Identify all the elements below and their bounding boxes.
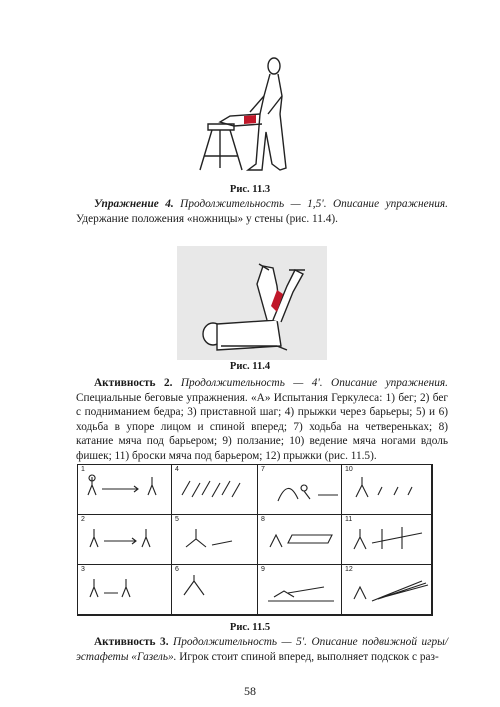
grid-cell-sketch — [258, 515, 342, 565]
activity-2-paragraph — [76, 376, 448, 464]
exercise-4-text: Удержание положения «ножницы» у стены (рис. 11.4). — [76, 212, 338, 225]
grid-cell — [78, 465, 172, 515]
grid-cell-sketch — [78, 515, 172, 565]
grid-cell-number: 4 — [175, 466, 179, 473]
grid-cell-sketch — [172, 515, 258, 565]
grid-cell-number: 12 — [345, 566, 353, 573]
grid-cell — [258, 465, 342, 515]
grid-cell — [342, 515, 432, 565]
activity-3-duration: Продолжительность — 5'. Описание подвижной игры/эстафеты «Газель». — [76, 636, 448, 663]
grid-cell-sketch — [342, 465, 432, 515]
activity-2-text: Специальные беговые упражнения. «А» Испытания Геркулеса: 1) бег; 2) бег с подниманием бедра; 3) приставной шаг; 4) прыжки через барьеры; 5) и 6) ходьба в упоре лицом и спиной вперед; 7) ходьба на четвереньках; 8) катание мяча под барьером; 9) ползание; 10) ведение мяча ногами вдоль фишек; 11) броски мяча под барьером; 12) прыжки (рис. 11.5). — [76, 391, 448, 462]
grid-cell-sketch — [172, 565, 258, 615]
grid-cell-number: 9 — [261, 566, 265, 573]
grid-cell-sketch — [258, 465, 342, 515]
activity-3-paragraph — [76, 635, 448, 664]
grid-cell — [258, 565, 342, 615]
grid-cell-sketch — [342, 565, 432, 615]
grid-cell-sketch — [342, 515, 432, 565]
grid-cell — [78, 515, 172, 565]
figure-caption: Рис. 11.4 — [229, 361, 271, 372]
grid-cell-number: 3 — [81, 566, 85, 573]
grid-cell — [78, 565, 172, 615]
figure-caption: Рис. 11.5 — [229, 622, 271, 633]
grid-cell — [342, 465, 432, 515]
grid-cell-number: 1 — [81, 466, 85, 473]
exercise-4-lead: Упражнение 4. — [94, 198, 174, 210]
exercise-4-duration: Продолжительность — 1,5'. Описание упражнения. — [173, 198, 448, 210]
grid-cell-number: 7 — [261, 466, 265, 473]
figure-11-4-illustration — [177, 246, 327, 360]
grid-cell — [342, 565, 432, 615]
activity-3-lead: Активность 3. — [94, 636, 169, 648]
figure-11-3-illustration — [190, 52, 320, 177]
grid-cell — [172, 565, 258, 615]
grid-cell-number: 5 — [175, 516, 179, 523]
activity-3-text: Игрок стоит спиной вперед, выполняет подскок с раз- — [176, 650, 439, 663]
page-number: 58 — [244, 684, 256, 698]
figure-11-5-grid — [77, 464, 433, 616]
grid-cell — [258, 515, 342, 565]
grid-cell-number: 10 — [345, 466, 353, 473]
grid-cell-sketch — [258, 565, 342, 615]
activity-2-duration: Продолжительность — 4'. Описание упражнения. — [172, 377, 448, 389]
grid-cell-number: 11 — [345, 516, 353, 523]
grid-cell-number: 2 — [81, 516, 85, 523]
grid-cell — [172, 515, 258, 565]
grid-cell-number: 6 — [175, 566, 179, 573]
exercise-4-paragraph — [76, 197, 448, 226]
grid-cell — [172, 465, 258, 515]
grid-cell-number: 8 — [261, 516, 265, 523]
grid-cell-sketch — [172, 465, 258, 515]
grid-cell-sketch — [78, 465, 172, 515]
grid-cell-sketch — [78, 565, 172, 615]
activity-2-lead: Активность 2. — [94, 377, 173, 389]
figure-caption: Рис. 11.3 — [229, 184, 271, 195]
